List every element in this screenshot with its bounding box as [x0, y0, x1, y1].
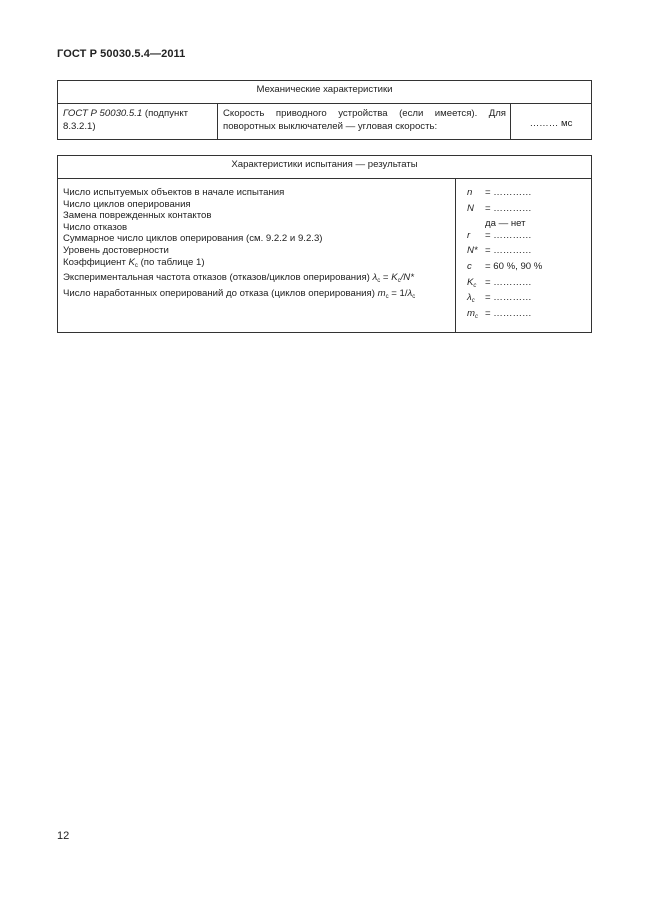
list-item: Замена поврежденных контактов: [63, 210, 212, 222]
subscript: c: [397, 278, 401, 285]
value-cell: ……… мс: [511, 104, 592, 140]
test-results-table: [57, 155, 592, 333]
item-text: Экспериментальная частота отказов (отказов/циклов оперирования): [63, 272, 373, 284]
value: = …………: [485, 245, 532, 257]
value-row: [467, 218, 591, 230]
symbol: λ: [372, 272, 378, 284]
table-title: Характеристики испытания — результаты: [58, 156, 592, 179]
document-id: ГОСТ Р 50030.5.4—2011: [57, 48, 186, 60]
mechanical-characteristics-table: [57, 80, 592, 140]
list-item: [63, 272, 451, 288]
symbol: K: [391, 272, 398, 284]
values-cell: [456, 179, 592, 333]
value-row: [467, 261, 591, 277]
item-text: (по таблице 1): [137, 256, 205, 268]
symbol: [467, 218, 485, 230]
list-item: Суммарное число циклов оперирования (см. 9.2.2 и 9.2.3): [63, 233, 323, 245]
description-cell: Скорость приводного устройства (если имеется). Для поворотных выключателей — угловая скорость:: [218, 104, 511, 140]
reference-cell: [58, 104, 218, 140]
value-row: [467, 230, 591, 246]
value-row: [467, 187, 591, 203]
equals: = 1/: [388, 287, 408, 299]
item-text: Коэффициент: [63, 256, 129, 268]
subscript: c: [377, 278, 381, 285]
table-title: Механические характеристики: [58, 81, 592, 104]
subscript: c: [134, 262, 138, 269]
list-item: Уровень достоверности: [63, 244, 169, 256]
value: да — нет: [485, 218, 526, 230]
symbol: N*: [467, 245, 478, 257]
page-number: 12: [57, 830, 70, 842]
value-row: [467, 308, 591, 324]
value-row: [467, 277, 591, 293]
value: = …………: [485, 292, 532, 304]
value-row: [467, 292, 591, 308]
list-item: Число циклов оперирования: [63, 198, 191, 210]
symbol: $m_c$: [467, 307, 478, 320]
subscript: c: [385, 293, 389, 300]
value-row: [467, 245, 591, 261]
value: = …………: [485, 187, 532, 198]
standard-reference: ГОСТ Р 50030.5.1: [63, 108, 143, 119]
symbol: K: [128, 256, 135, 268]
symbol: r: [467, 229, 471, 241]
subscript: c: [412, 293, 416, 300]
symbol: $\lambda_c$: [467, 292, 475, 305]
list-item: Число отказов: [63, 221, 128, 233]
symbol: m: [377, 287, 386, 299]
equals: =: [380, 272, 392, 284]
value: = 60 %, 90 %: [485, 260, 543, 272]
value: = …………: [485, 307, 532, 319]
value: = …………: [485, 276, 532, 288]
clause-reference: (подпункт 8.3.2.1): [63, 108, 189, 132]
item-text: Число наработанных оперирований до отказа (циклов оперирования): [63, 287, 378, 299]
list-item: [63, 288, 451, 304]
symbol: $K_c$: [467, 276, 477, 289]
value-row: [467, 203, 591, 219]
symbol: N: [467, 202, 474, 214]
symbol: n: [467, 187, 473, 198]
value: = …………: [485, 202, 532, 214]
list-item: Число испытуемых объектов в начале испытания: [63, 187, 285, 198]
items-cell: [58, 179, 456, 333]
value: = …………: [485, 229, 532, 241]
symbol: c: [467, 260, 472, 272]
formula-tail: /N*: [400, 272, 414, 284]
symbol: λ: [407, 287, 413, 299]
list-item: [63, 257, 451, 273]
